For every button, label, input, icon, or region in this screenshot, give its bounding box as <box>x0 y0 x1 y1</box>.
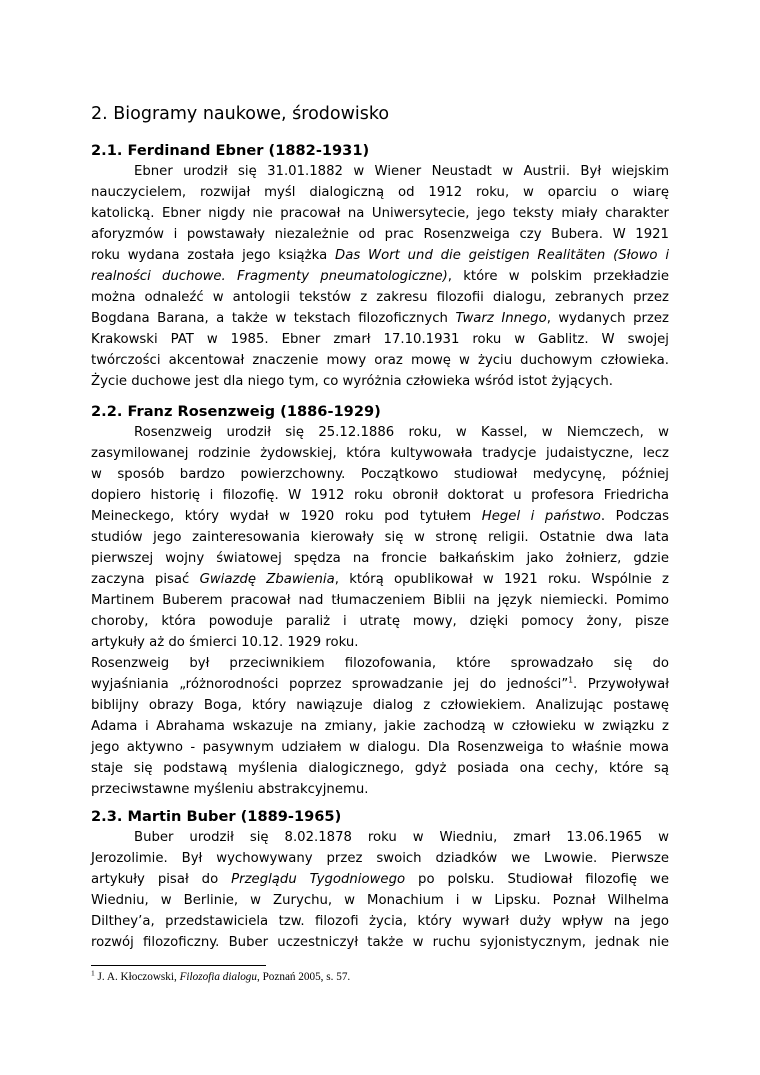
text-line: jego aktywno - pasywnym udziałem w dialogu. Dla Rosenzweiga to właśnie mowa <box>91 740 669 755</box>
footnote-ref[interactable]: 1 <box>568 675 573 685</box>
text-line: katolicką. Ebner nigdy nie pracował na Uniwersytecie, jego teksty miały charakter <box>91 206 669 221</box>
section-title: 2.3. Martin Buber (1889-1965) <box>91 808 342 825</box>
footnote-divider <box>91 965 266 966</box>
book-title: Przeglądu Tygodniowego <box>231 872 406 887</box>
section-title: 2.1. Ferdinand Ebner (1882-1931) <box>91 142 370 159</box>
text-line: można odnaleźć w antologii tekstów z zakresu filozofii dialogu, zebranych przez <box>91 290 669 305</box>
footnote-number: 1 <box>91 968 95 978</box>
text-line: pierwszej wojny światowej spędza na froncie bałkańskim jako żołnierz, gdzie <box>91 551 669 566</box>
chapter-title: 2. Biogramy naukowe, środowisko <box>91 104 390 124</box>
text-line: artykuły aż do śmierci 10.12. 1929 roku. <box>91 635 359 650</box>
text-line: nauczycielem, rozwijał myśl dialogiczną od 1912 roku, w oparciu o wiarę <box>91 185 669 200</box>
text-line: twórczości akcentował znaczenie mowy oraz mowę w życiu duchowym człowieka. <box>91 353 669 368</box>
text-line: wyjaśniania „różnorodności poprzez sprowadzanie jej do jedności”$^1$. Przywoływał <box>91 675 669 692</box>
text-line: artykuły pisał do Przeglądu Tygodniowego po polsku. Studiował filozofię we <box>91 872 669 887</box>
text-line: zasymilowanej rodzinie żydowskiej, która kultywowała tradycje judaistyczne, lecz <box>91 446 669 461</box>
text-line: dopiero historię i filozofię. W 1912 roku obronił doktorat u profesora Friedricha <box>91 488 669 503</box>
text-line: roku wydana została jego książka Das Wort und die geistigen Realitäten (Słowo i <box>91 248 670 263</box>
text-line: Krakowski PAT w 1985. Ebner zmarł 17.10.1931 roku w Gablitz. W swojej <box>91 332 669 347</box>
text-line: Bogdana Barana, a także w tekstach filozoficznych Twarz Innego, wydanych przez <box>91 311 669 326</box>
text-line: aforyzmów i powstawały niezależnie od prac Rosenzweiga czy Bubera. W 1921 <box>91 227 669 242</box>
section-rosenzweig <box>91 401 669 800</box>
text-line: Adama i Abrahama wskazuje na zmiany, jakie zachodzą w człowieku w związku z <box>91 719 669 734</box>
section-buber <box>91 806 669 953</box>
text-line: w sposób bardzo powierzchowny. Początkowo studiował medycynę, później <box>91 467 669 482</box>
book-title: Das Wort und die geistigen Realitäten (Słowo i <box>335 248 670 263</box>
text-line: Życie duchowe jest dla niego tym, co wyróżnia człowieka wśród istot żyjących. <box>91 374 613 389</box>
section-title: 2.2. Franz Rosenzweig (1886-1929) <box>91 403 381 420</box>
footnote-title: Filozofia dialogu <box>179 971 257 983</box>
text-line: przeciwstawne myśleniu abstrakcyjnemu. <box>91 782 369 797</box>
text-line: choroby, która powoduje paraliż i utratę mowy, dzięki pomocy żony, pisze <box>91 614 669 629</box>
text-line: Wiedniu, w Berlinie, w Zurychu, w Monachium i w Lipsku. Poznał Wilhelma <box>91 893 669 908</box>
text-line: biblijny obrazy Boga, który nawiązuje dialog z człowiekiem. Analizując postawę <box>91 698 669 713</box>
text-line: Ebner urodził się 31.01.1882 w Wiener Neustadt w Austrii. Był wiejskim <box>134 164 669 179</box>
footnote: $^1$ J. A. Kłoczowski, Filozofia dialogu, Poznań 2005, s. 57. <box>91 968 351 983</box>
book-title: realności duchowe. Fragmenty pneumatologiczne) <box>91 269 448 284</box>
text-line: zaczyna pisać Gwiazdę Zbawienia, którą opublikował w 1921 roku. Wspólnie z <box>91 572 669 587</box>
text-line: Jerozolimie. Był wychowywany przez swoich dziadków we Lwowie. Pierwsze <box>91 851 669 866</box>
book-title: Gwiazdę Zbawienia <box>199 572 335 587</box>
section-ebner <box>91 140 669 392</box>
book-title: Hegel i państwo <box>481 509 601 524</box>
book-title: Twarz Innego <box>455 311 547 326</box>
text-line: studiów jego zainteresowania kierowały się w stronę religii. Ostatnie dwa lata <box>91 530 669 545</box>
text-line: Meineckego, który wydał w 1920 roku pod tytułem Hegel i państwo. Podczas <box>91 509 669 524</box>
text-line: Buber urodził się 8.02.1878 roku w Wiedniu, zmarł 13.06.1965 w <box>134 830 669 845</box>
text-line: staje się podstawą myślenia dialogicznego, gdyż posiada ona cechy, które są <box>91 761 669 776</box>
text-line: Rosenzweig był przeciwnikiem filozofowania, które sprowadzało się do <box>91 656 669 671</box>
text-line: rozwój filozoficzny. Buber uczestniczył także w ruchu syjonistycznym, jednak nie <box>91 935 669 950</box>
text-line: Martinem Buberem pracował nad tłumaczeniem Biblii na język niemiecki. Pomimo <box>91 593 669 608</box>
text-line: Dilthey’a, przedstawiciela tzw. filozofi życia, który wywarł duży wpływ na jego <box>91 914 669 929</box>
text-line: Rosenzweig urodził się 25.12.1886 roku, w Kassel, w Niemczech, w <box>134 425 669 440</box>
text-line: realności duchowe. Fragmenty pneumatologiczne), które w polskim przekładzie <box>91 269 670 284</box>
